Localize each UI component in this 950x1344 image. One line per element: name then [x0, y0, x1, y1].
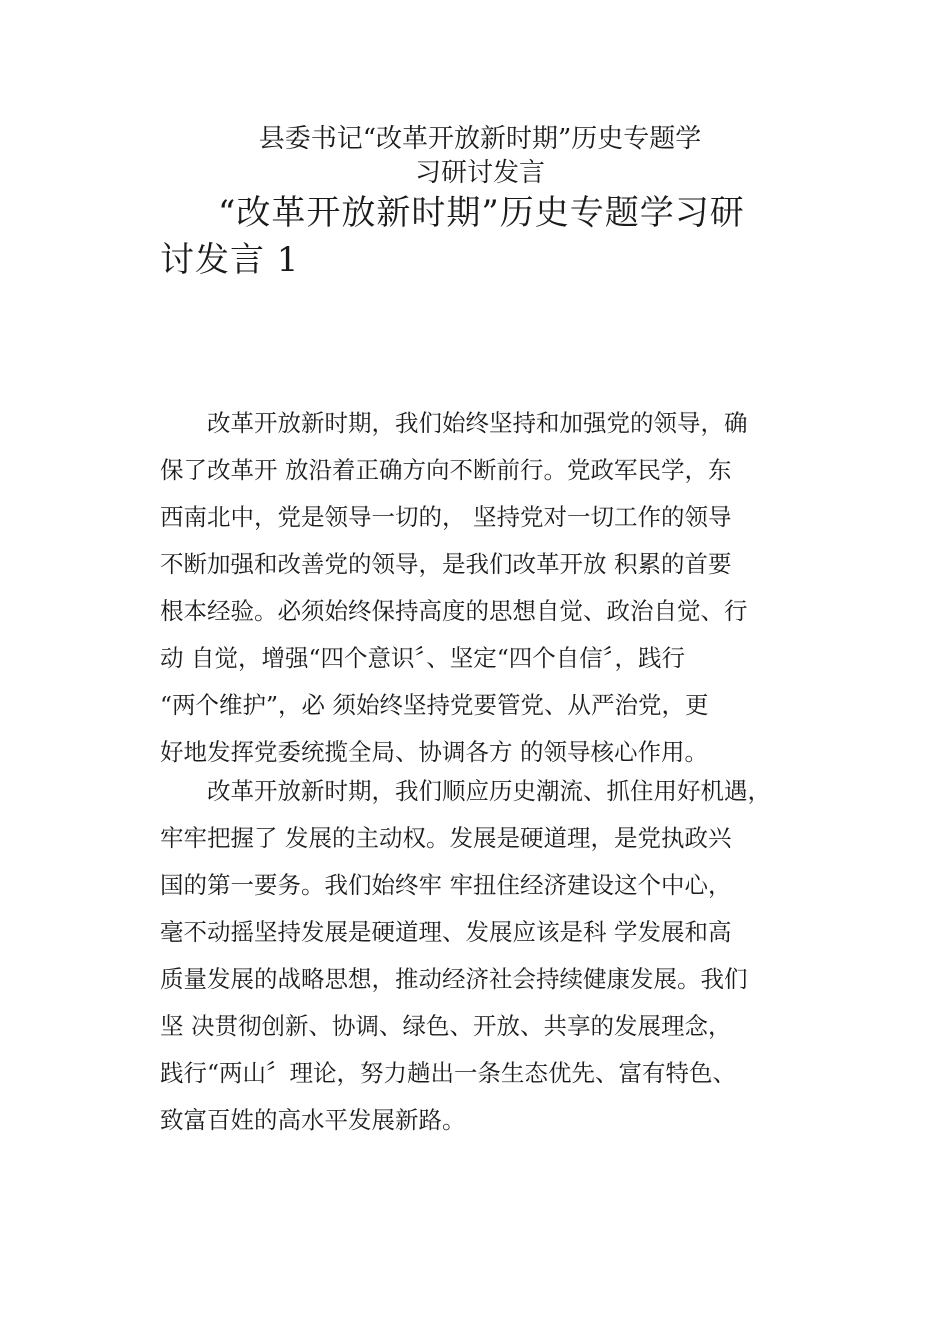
document-title	[160, 122, 800, 190]
paragraph-line: 国的第一要务。我们始终牢 牢扭住经济建设这个中心，	[160, 871, 732, 899]
paragraph-line: 动 自觉，增强“四个意识〞、坚定“四个自信〞，践行	[160, 644, 685, 672]
paragraph-line: 好地发挥党委统揽全局、协调各方 的领导核心作用。	[160, 738, 708, 766]
section-heading	[160, 190, 800, 284]
paragraph-line: 致富百姓的高水平发展新路。	[160, 1106, 466, 1134]
paragraph-line: 践行“两山〞理论，努力趟出一条生态优先、富有特色、	[160, 1059, 737, 1087]
document-title-line-1: 县委书记“改革开放新时期”历史专题学	[258, 124, 702, 154]
paragraph-line: “两个维护”，必 须始终坚持党要管党、从严治党，更	[160, 691, 709, 719]
section-heading-line-1: “改革开放新时期”历史专题学习研	[218, 193, 745, 233]
document-title-line-2: 习研讨发言	[414, 158, 545, 188]
paragraph-line: 不断加强和改善党的领导，是我们改革开放 积累的首要	[160, 550, 732, 578]
body-paragraph-2	[160, 768, 800, 1144]
paragraph-line: 改革开放新时期，我们顺应历史潮流、抓住用好机遇，	[207, 777, 771, 805]
paragraph-line: 质量发展的战略思想，推动经济社会持续健康发展。我们	[160, 965, 748, 993]
paragraph-line: 保了改革开 放沿着正确方向不断前行。党政军民学，东	[160, 456, 732, 484]
paragraph-line: 坚 决贯彻创新、协调、绿色、开放、共享的发展理念，	[160, 1012, 732, 1040]
paragraph-line: 西南北中，党是领导一切的， 坚持党对一切工作的领导	[160, 503, 732, 531]
paragraph-line: 根本经验。必须始终保持高度的思想自觉、政治自觉、行	[160, 597, 748, 625]
paragraph-line: 毫不动摇坚持发展是硬道理、发展应该是科 学发展和高	[160, 918, 732, 946]
paragraph-line: 牢牢把握了 发展的主动权。发展是硬道理，是党执政兴	[160, 824, 732, 852]
section-heading-line-2: 讨发言 1	[160, 240, 300, 280]
body-paragraph-1	[160, 400, 800, 776]
paragraph-line: 改革开放新时期，我们始终坚持和加强党的领导，确	[207, 409, 748, 437]
